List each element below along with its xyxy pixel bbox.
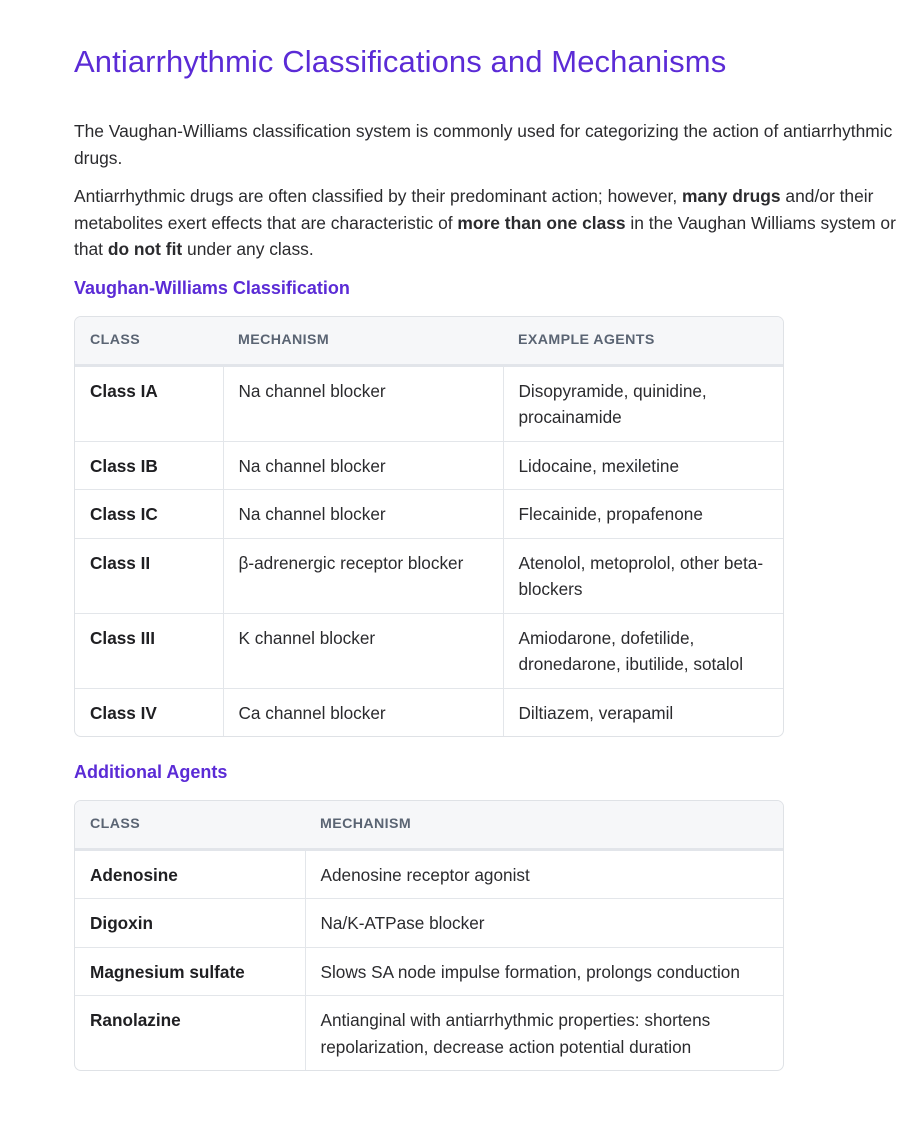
paragraph-text: and/or their metabolites exert effects that are characteristic of <box>74 186 874 233</box>
mechanism-cell: Ca channel blocker <box>223 688 503 736</box>
table-row <box>75 441 783 490</box>
table-row <box>75 947 783 996</box>
table-row <box>75 688 783 736</box>
emphasis-text: many drugs <box>682 186 781 206</box>
mechanism-cell: Na channel blocker <box>223 441 503 490</box>
mechanism-cell: K channel blocker <box>223 613 503 688</box>
class-cell: Class IA <box>75 365 223 441</box>
example-agents-cell: Diltiazem, verapamil <box>518 702 674 723</box>
class-cell: Adenosine <box>75 849 305 899</box>
paragraph-text: Antiarrhythmic drugs are often classified by their predominant action; however, <box>74 186 683 206</box>
table-row <box>75 490 783 539</box>
column-header-class: CLASS <box>75 317 223 365</box>
table-row <box>75 365 783 441</box>
mechanism-cell: Na channel blocker <box>223 490 503 539</box>
table-row <box>75 613 783 688</box>
table-header-row <box>75 317 783 365</box>
class-cell: Digoxin <box>75 899 305 948</box>
intro-paragraph-1: The Vaughan-Williams classification system is commonly used for categorizing the action of antiarrhythmic drugs. <box>74 121 893 168</box>
additional-agents-table <box>74 800 784 1071</box>
paragraph-text: under any class. <box>182 239 314 259</box>
class-cell: Class III <box>75 613 223 688</box>
mechanism-cell: Adenosine receptor agonist <box>305 849 783 899</box>
class-cell: Class IC <box>75 490 223 539</box>
example-agents-cell: Amiodarone, dofetilide, dronedarone, ibutilide, sotalol <box>503 613 783 688</box>
vw-classification-table <box>74 316 784 737</box>
emphasis-text: do not fit <box>107 239 183 259</box>
table-row <box>75 899 783 948</box>
class-cell: Ranolazine <box>75 996 305 1071</box>
class-cell: Class IV <box>75 688 223 736</box>
intro-paragraph-2 <box>74 183 904 263</box>
mechanism-cell: Slows SA node impulse formation, prolongs conduction <box>305 947 783 996</box>
column-header-mechanism: MECHANISM <box>223 317 503 365</box>
column-header-mechanism: MECHANISM <box>305 801 783 849</box>
additional-agents-heading: Additional Agents <box>74 762 228 782</box>
table-row <box>75 996 783 1071</box>
table-row <box>75 538 783 613</box>
table-row <box>75 849 783 899</box>
example-agents-cell: Lidocaine, mexiletine <box>503 441 783 490</box>
column-header-class: CLASS <box>75 801 305 849</box>
page-title: Antiarrhythmic Classifications and Mechanisms <box>74 44 727 79</box>
column-header-example-agents: EXAMPLE AGENTS <box>503 317 783 365</box>
class-cell: Magnesium sulfate <box>75 947 305 996</box>
example-agents-cell: Atenolol, metoprolol, other beta-blockers <box>503 538 783 613</box>
mechanism-cell: Na channel blocker <box>223 365 503 441</box>
vw-classification-heading: Vaughan-Williams Classification <box>74 278 350 298</box>
example-agents-cell: Disopyramide, quinidine, procainamide <box>503 365 783 441</box>
mechanism-cell: Na/K-ATPase blocker <box>305 899 783 948</box>
class-cell: Class II <box>75 538 223 613</box>
emphasis-text: more than one class <box>457 212 626 233</box>
class-cell: Class IB <box>75 441 223 490</box>
mechanism-cell: Antianginal with antiarrhythmic properties: shortens repolarization, decrease action potential duration <box>320 1010 711 1057</box>
paragraph-text: in the Vaughan Williams system or that <box>74 212 896 259</box>
table-header-row <box>75 801 783 849</box>
mechanism-cell: β-adrenergic receptor blocker <box>223 538 503 613</box>
example-agents-cell: Flecainide, propafenone <box>503 490 783 539</box>
